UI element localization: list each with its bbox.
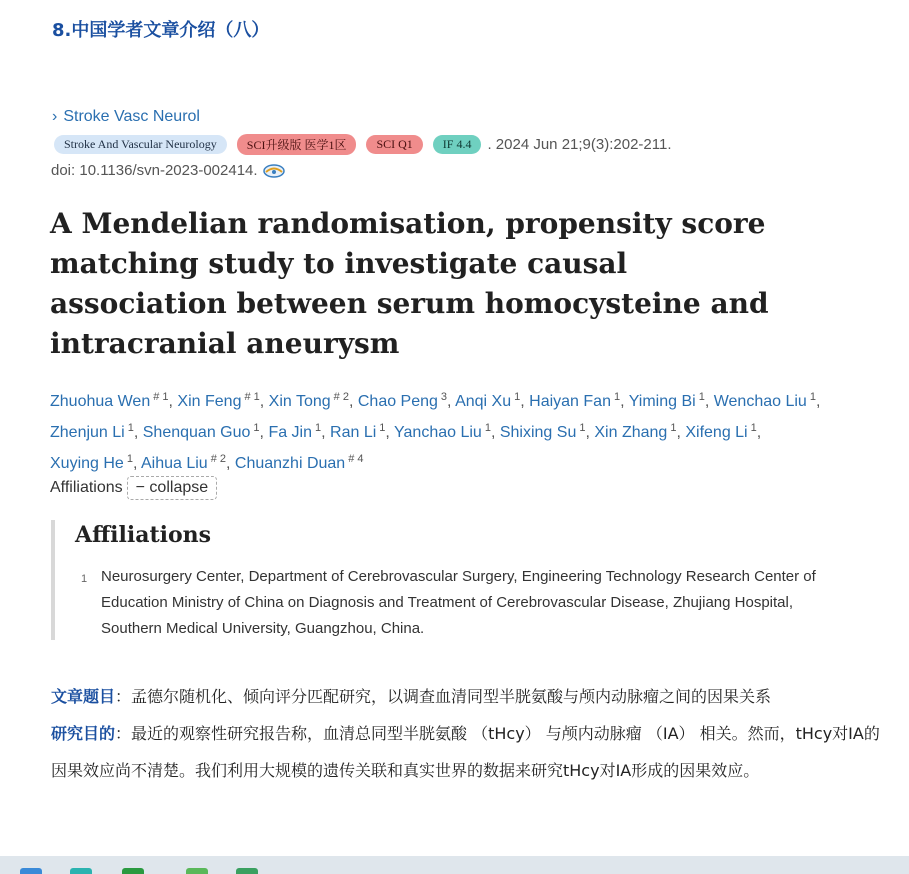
author-entry bbox=[50, 424, 138, 441]
author-name[interactable]: Shenquan Guo bbox=[142, 424, 251, 441]
taskbar-app-icon[interactable] bbox=[236, 868, 258, 874]
author-name[interactable]: Xin Tong bbox=[268, 393, 331, 410]
affiliation-text: Neurosurgery Center, Department of Cerebrovascular Surgery, Engineering Technology Research Center of Education Ministry of China on Diagnosis and Treatment of Cerebrovascular Disease, Zhujiang Hospital, Southern Medical University, Guangzhou, China. bbox=[101, 568, 816, 637]
summary-purpose-paragraph bbox=[51, 715, 891, 789]
author-affiliation-mark: # 1 bbox=[244, 391, 260, 403]
author-entry bbox=[358, 393, 452, 410]
author-separator: , bbox=[520, 393, 525, 410]
author-affiliation-mark: 1 bbox=[514, 391, 521, 403]
author-affiliation-mark: 1 bbox=[613, 391, 621, 403]
journal-link[interactable] bbox=[52, 108, 200, 126]
section-heading: 8.中国学者文章介绍（八） bbox=[52, 20, 270, 41]
summary-purpose-label: 研究目的 bbox=[51, 724, 116, 743]
impact-factor-badge: IF 4.4 bbox=[433, 135, 482, 154]
author-name[interactable]: Aihua Liu bbox=[140, 455, 208, 472]
author-entry bbox=[714, 393, 821, 410]
author-affiliation-mark: 1 bbox=[670, 422, 677, 434]
affiliations-panel bbox=[51, 520, 855, 640]
author-entry bbox=[629, 393, 710, 410]
author-entry bbox=[455, 393, 525, 410]
author-separator: , bbox=[321, 424, 326, 441]
author-affiliation-mark: 1 bbox=[750, 422, 757, 434]
article-title: A Mendelian randomisation, propensity score matching study to investigate causal association between serum homocysteine and intracranial aneurysm bbox=[50, 207, 769, 360]
author-affiliation-mark: 1 bbox=[484, 422, 491, 434]
author-separator: , bbox=[259, 424, 264, 441]
affiliation-item bbox=[81, 564, 841, 642]
author-affiliation-mark: 1 bbox=[253, 422, 260, 434]
author-affiliation-mark: 1 bbox=[315, 422, 322, 434]
doi-extension-icon[interactable] bbox=[262, 163, 286, 179]
author-entry bbox=[177, 393, 264, 410]
author-name[interactable]: Zhuohua Wen bbox=[50, 393, 151, 410]
author-name[interactable]: Zhenjun Li bbox=[50, 424, 125, 441]
author-affiliation-mark: # 2 bbox=[333, 391, 349, 403]
author-name[interactable]: Shixing Su bbox=[499, 424, 577, 441]
affiliation-number: 1 bbox=[81, 573, 88, 585]
author-entry bbox=[50, 393, 173, 410]
author-separator: , bbox=[348, 393, 354, 410]
author-affiliation-mark: # 4 bbox=[348, 453, 364, 465]
author-affiliation-mark: 1 bbox=[127, 422, 134, 434]
author-separator: , bbox=[490, 424, 496, 441]
author-name[interactable]: Anqi Xu bbox=[455, 393, 512, 410]
author-separator: , bbox=[259, 393, 265, 410]
author-entry bbox=[594, 424, 681, 441]
author-separator: , bbox=[225, 455, 231, 472]
author-separator: , bbox=[815, 393, 821, 410]
author-entry bbox=[141, 455, 230, 472]
doi-text: doi: 10.1136/svn-2023-002414. bbox=[51, 162, 258, 179]
taskbar-app-icon[interactable] bbox=[20, 868, 42, 874]
chinese-summary bbox=[51, 678, 891, 789]
affiliations-toggle bbox=[50, 476, 217, 500]
author-entry bbox=[235, 455, 364, 472]
author-separator: , bbox=[676, 424, 681, 441]
author-name[interactable]: Fa Jin bbox=[268, 424, 313, 441]
author-separator: , bbox=[385, 424, 390, 441]
author-entry bbox=[500, 424, 590, 441]
author-affiliation-mark: 1 bbox=[698, 391, 705, 403]
author-name[interactable]: Haiyan Fan bbox=[529, 393, 611, 410]
author-name[interactable]: Yiming Bi bbox=[628, 393, 696, 410]
taskbar bbox=[0, 856, 909, 874]
author-affiliation-mark: 1 bbox=[579, 422, 586, 434]
summary-title-text: ：孟德尔随机化、倾向评分匹配研究，以调查血清同型半胱氨酸与颅内动脉瘤之间的因果关系 bbox=[115, 687, 772, 706]
author-entry bbox=[269, 393, 354, 410]
author-separator: , bbox=[132, 455, 138, 472]
taskbar-app-icon[interactable] bbox=[70, 868, 92, 874]
author-affiliation-mark: # 1 bbox=[153, 391, 169, 403]
author-affiliation-mark: 1 bbox=[126, 453, 133, 465]
collapse-button[interactable]: − collapse bbox=[127, 476, 218, 500]
author-entry bbox=[330, 424, 390, 441]
author-list bbox=[50, 384, 850, 477]
summary-title-paragraph bbox=[51, 678, 891, 715]
doi-line bbox=[51, 162, 286, 179]
author-separator: , bbox=[756, 424, 762, 441]
journal-badges bbox=[54, 134, 672, 155]
author-affiliation-mark: 1 bbox=[379, 422, 386, 434]
author-name[interactable]: Wenchao Liu bbox=[713, 393, 807, 410]
author-name[interactable]: Xin Zhang bbox=[594, 424, 668, 441]
author-separator: , bbox=[620, 393, 625, 410]
author-name[interactable]: Xifeng Li bbox=[685, 424, 748, 441]
author-entry bbox=[685, 424, 761, 441]
taskbar-app-icon[interactable] bbox=[122, 868, 144, 874]
author-entry bbox=[143, 424, 264, 441]
summary-purpose-text: ：最近的观察性研究报告称，血清总同型半胱氨酸 （tHcy） 与颅内动脉瘤 （IA） 相关。然而，tHcy对IA的因果效应尚不清楚。我们利用大规模的遗传关联和真实世界的数据来研究tHcy对IA形成的因果效应。 bbox=[51, 724, 880, 780]
author-separator: , bbox=[133, 424, 139, 441]
author-entry bbox=[529, 393, 624, 410]
jcr-quartile-badge: SCI Q1 bbox=[366, 135, 422, 154]
affiliations-toggle-label: Affiliations bbox=[50, 479, 123, 496]
cas-rank-badge: SCI升级版 医学1区 bbox=[237, 134, 357, 155]
author-separator: , bbox=[704, 393, 710, 410]
author-name[interactable]: Ran Li bbox=[330, 424, 377, 441]
author-separator: , bbox=[585, 424, 590, 441]
author-separator: , bbox=[447, 393, 452, 410]
affiliations-heading: Affiliations bbox=[75, 522, 212, 548]
citation-date: . 2024 Jun 21;9(3):202-211. bbox=[487, 136, 672, 153]
journal-name-badge: Stroke And Vascular Neurology bbox=[54, 135, 227, 154]
journal-link-label: Stroke Vasc Neurol bbox=[63, 108, 200, 125]
author-affiliation-mark: 1 bbox=[809, 391, 816, 403]
chevron-right-icon: › bbox=[52, 108, 58, 125]
author-name[interactable]: Yanchao Liu bbox=[394, 424, 482, 441]
author-name[interactable]: Chao Peng bbox=[357, 393, 438, 410]
summary-title-label: 文章题目 bbox=[51, 687, 116, 706]
author-name[interactable]: Xuying He bbox=[50, 455, 124, 472]
author-affiliation-mark: # 2 bbox=[210, 453, 226, 465]
taskbar-app-icon[interactable] bbox=[186, 868, 208, 874]
author-entry bbox=[394, 424, 495, 441]
author-entry bbox=[50, 455, 137, 472]
author-name[interactable]: Chuanzhi Duan bbox=[234, 455, 346, 472]
author-affiliation-mark: 3 bbox=[440, 391, 448, 403]
author-name[interactable]: Xin Feng bbox=[177, 393, 242, 410]
author-separator: , bbox=[168, 393, 173, 410]
author-entry bbox=[268, 424, 325, 441]
